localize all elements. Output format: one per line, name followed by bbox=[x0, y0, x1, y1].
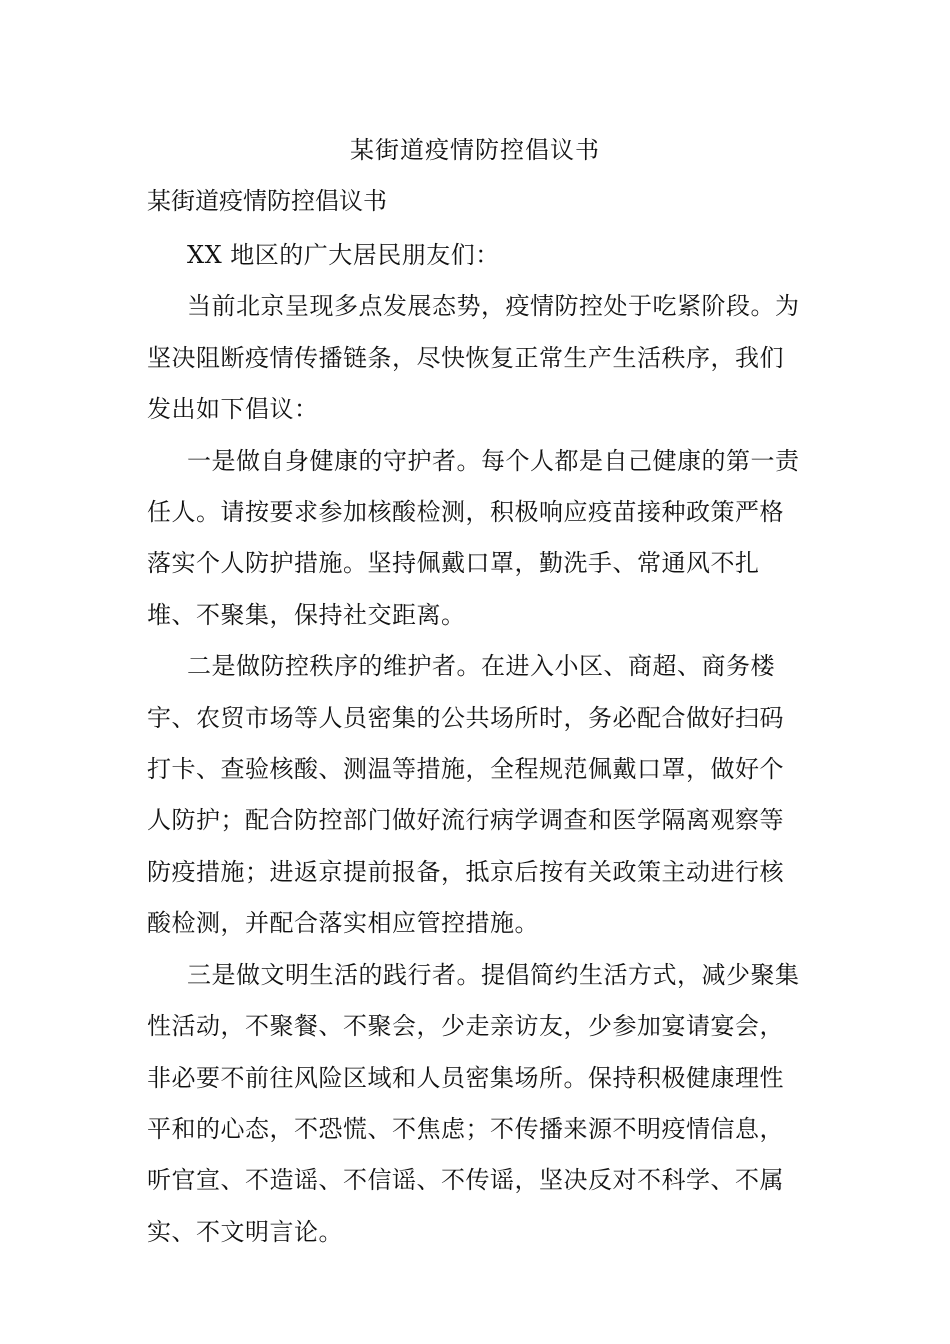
salutation: XX 地区的广大居民朋友们： bbox=[187, 241, 500, 269]
paragraph-civilized-life: 三是做文明生活的践行者。提倡简约生活方式，减少聚集性活动，不聚餐、不聚会，少走亲访友，少参加宴请宴会，非必要不前往风险区域和人员密集场所。保持积极健康理性平和的心态，不恐慌、不焦虑；不传播来源不明疫情信息，听官宣、不造谣、不信谣、不传谣，坚决反对不科学、不属实、不文明言论。 bbox=[147, 960, 800, 1246]
document-title: 某街道疫情防控倡议书 bbox=[350, 136, 600, 164]
document-body bbox=[147, 230, 807, 1258]
paragraph-order-maintainer: 二是做防控秩序的维护者。在进入小区、商超、商务楼宇、农贸市场等人员密集的公共场所时，务必配合做好扫码打卡、查验核酸、测温等措施，全程规范佩戴口罩，做好个人防护；配合防控部门做好流行病学调查和医学隔离观察等防疫措施；进返京提前报备，抵京后按有关政策主动进行核酸检测，并配合落实相应管控措施。 bbox=[147, 652, 784, 938]
document-subtitle: 某街道疫情防控倡议书 bbox=[147, 187, 387, 215]
paragraph-health-guardian: 一是做自身健康的守护者。每个人都是自己健康的第一责任人。请按要求参加核酸检测，积极响应疫苗接种政策严格落实个人防护措施。坚持佩戴口罩，勤洗手、常通风不扎堆、不聚集，保持社交距离。 bbox=[147, 446, 800, 629]
paragraph-intro: 当前北京呈现多点发展态势，疫情防控处于吃紧阶段。为坚决阻断疫情传播链条，尽快恢复正常生产生活秩序，我们发出如下倡议： bbox=[147, 292, 800, 424]
